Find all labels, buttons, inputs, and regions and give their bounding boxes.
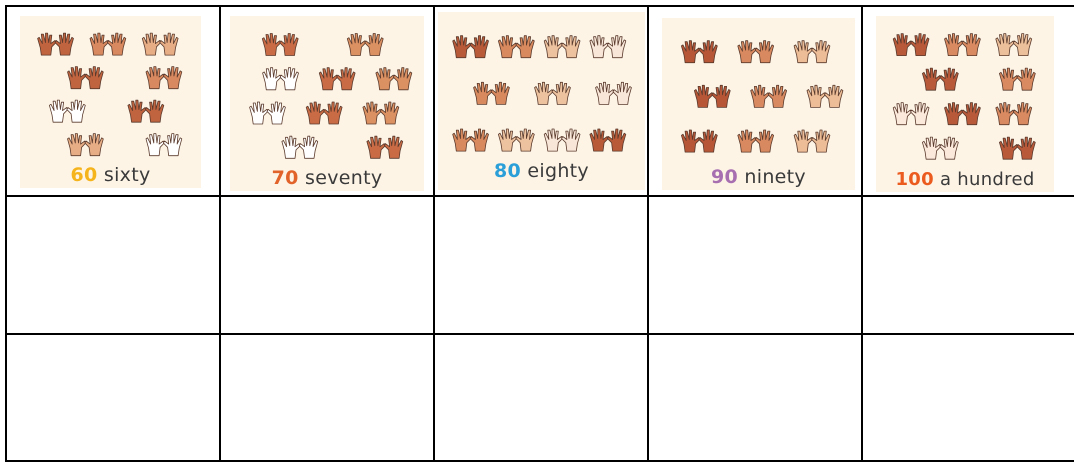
hand-icon <box>893 103 911 125</box>
hand-icon <box>825 85 843 107</box>
hand-icon <box>590 36 608 58</box>
hand-icon <box>324 102 342 124</box>
empty-cell <box>650 197 861 333</box>
hand-icon <box>544 129 562 151</box>
number-word: sixty <box>103 164 151 186</box>
hand-icon <box>681 130 699 152</box>
hand-icon <box>55 33 73 55</box>
number-digits: 60 <box>70 164 98 186</box>
hand-icon <box>319 68 337 90</box>
hand-icon <box>263 68 281 90</box>
hand-icon <box>453 36 471 58</box>
hand-icon <box>85 67 103 89</box>
hand-icon <box>85 134 103 156</box>
table-row-divider <box>5 195 1074 197</box>
hand-icon <box>768 85 786 107</box>
hand-icon <box>146 134 164 156</box>
number-word: eighty <box>527 160 589 182</box>
hand-icon <box>306 102 324 124</box>
hand-icon <box>922 137 940 159</box>
hand-icon <box>498 129 516 151</box>
hand-icon <box>1013 34 1031 56</box>
card-cell-60 <box>8 8 219 196</box>
hand-icon <box>470 36 488 58</box>
hand-icon <box>280 68 298 90</box>
card-caption <box>20 164 201 186</box>
hand-icon <box>453 129 471 151</box>
hand-icon <box>755 130 773 152</box>
hand-icon <box>607 36 625 58</box>
hand-icon <box>262 34 280 56</box>
empty-cell <box>864 336 1070 460</box>
hands-illustration <box>876 16 1054 192</box>
hand-icon <box>38 33 56 55</box>
empty-cell <box>650 336 861 460</box>
number-word: a hundred <box>939 169 1035 190</box>
hand-icon <box>516 36 534 58</box>
empty-cell <box>436 197 647 333</box>
table-column-divider <box>861 5 863 462</box>
hands-card-80 <box>438 12 645 190</box>
hand-icon <box>90 33 108 55</box>
hand-icon <box>250 102 268 124</box>
hand-icon <box>393 68 411 90</box>
table-row-divider <box>5 333 1074 335</box>
hand-icon <box>1013 103 1031 125</box>
hand-icon <box>607 129 625 151</box>
hands-illustration <box>662 18 855 190</box>
hand-icon <box>367 136 385 158</box>
hand-icon <box>146 67 164 89</box>
number-word: seventy <box>305 167 383 189</box>
hand-icon <box>491 82 509 104</box>
hand-icon <box>712 85 730 107</box>
hand-icon <box>738 41 756 63</box>
number-digits: 100 <box>895 169 934 190</box>
hand-icon <box>1017 137 1035 159</box>
hand-icon <box>68 67 86 89</box>
hand-icon <box>552 82 570 104</box>
card-cell-100 <box>864 8 1070 196</box>
hand-icon <box>68 134 86 156</box>
hands-card-60 <box>20 16 201 188</box>
hand-icon <box>996 34 1014 56</box>
table-border-top <box>5 5 1074 7</box>
hand-icon <box>996 103 1014 125</box>
hand-icon <box>812 130 830 152</box>
hand-icon <box>163 67 181 89</box>
hand-icon <box>738 130 756 152</box>
table-border-bottom <box>5 460 1074 462</box>
hand-icon <box>498 36 516 58</box>
hand-icon <box>562 129 580 151</box>
number-digits: 70 <box>271 167 299 189</box>
card-cell-90 <box>650 8 861 196</box>
hand-icon <box>911 34 929 56</box>
hand-icon <box>562 36 580 58</box>
hand-icon <box>962 103 980 125</box>
card-caption <box>662 166 855 188</box>
hand-icon <box>163 134 181 156</box>
hand-icon <box>299 136 317 158</box>
empty-cell <box>436 336 647 460</box>
hand-icon <box>940 137 958 159</box>
empty-cell <box>222 197 433 333</box>
hand-icon <box>681 41 699 63</box>
empty-cell <box>8 336 219 460</box>
hand-icon <box>962 34 980 56</box>
hand-icon <box>145 100 163 122</box>
empty-cell <box>222 336 433 460</box>
hand-icon <box>794 41 812 63</box>
hand-icon <box>755 41 773 63</box>
hand-icon <box>516 129 534 151</box>
card-cell-70 <box>222 8 433 196</box>
number-digits: 90 <box>711 166 739 188</box>
hand-icon <box>999 137 1017 159</box>
card-caption <box>438 160 645 182</box>
hand-icon <box>794 130 812 152</box>
card-caption <box>876 169 1054 190</box>
table-column-divider <box>647 5 649 462</box>
hand-icon <box>107 33 125 55</box>
hand-icon <box>544 36 562 58</box>
hand-icon <box>67 100 85 122</box>
hand-icon <box>699 130 717 152</box>
hand-icon <box>893 34 911 56</box>
hand-icon <box>596 82 614 104</box>
hand-icon <box>940 68 958 90</box>
empty-cell <box>8 197 219 333</box>
hand-icon <box>535 82 553 104</box>
hands-illustration <box>20 16 201 188</box>
hand-icon <box>590 129 608 151</box>
hand-icon <box>267 102 285 124</box>
hands-card-70 <box>230 16 424 191</box>
hand-icon <box>694 85 712 107</box>
table-column-divider <box>219 5 221 462</box>
number-digits: 80 <box>494 160 522 182</box>
hand-icon <box>282 136 300 158</box>
number-word: ninety <box>744 166 806 188</box>
empty-cell <box>864 197 1070 333</box>
card-caption <box>230 167 424 189</box>
hand-icon <box>945 34 963 56</box>
hand-icon <box>945 103 963 125</box>
hand-icon <box>474 82 492 104</box>
table-column-divider <box>433 5 435 462</box>
hands-card-90 <box>662 18 855 190</box>
table-border-left <box>5 5 7 462</box>
hands-illustration <box>230 16 424 191</box>
hand-icon <box>999 68 1017 90</box>
hand-icon <box>142 33 160 55</box>
hand-icon <box>699 41 717 63</box>
hand-icon <box>751 85 769 107</box>
hand-icon <box>380 102 398 124</box>
hand-icon <box>911 103 929 125</box>
hand-icon <box>347 34 365 56</box>
hand-icon <box>128 100 146 122</box>
hand-icon <box>363 102 381 124</box>
hand-icon <box>812 41 830 63</box>
hand-icon <box>384 136 402 158</box>
hand-icon <box>49 100 67 122</box>
hand-icon <box>613 82 631 104</box>
card-cell-80 <box>436 8 647 196</box>
hand-icon <box>280 34 298 56</box>
hand-icon <box>337 68 355 90</box>
hand-icon <box>376 68 394 90</box>
hand-icon <box>470 129 488 151</box>
hand-icon <box>922 68 940 90</box>
hand-icon <box>1017 68 1035 90</box>
hand-icon <box>160 33 178 55</box>
hand-icon <box>807 85 825 107</box>
hands-card-100 <box>876 16 1054 192</box>
hand-icon <box>365 34 383 56</box>
